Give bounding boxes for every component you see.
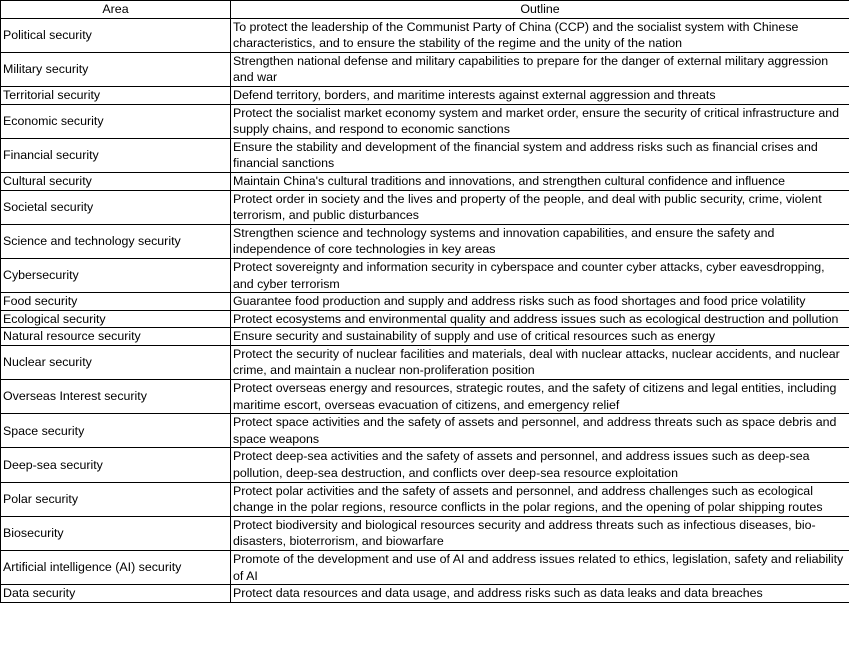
area-cell: Natural resource security [1, 328, 231, 346]
table-row [1, 293, 849, 311]
outline-cell: Maintain China's cultural traditions and innovations, and strengthen cultural confidence and influence [231, 172, 849, 190]
table-row [1, 482, 849, 516]
table-row [1, 414, 849, 448]
outline-cell: Protect the socialist market economy system and market order, ensure the security of critical infrastructure and supply chains, and respond to economic sanctions [231, 104, 849, 138]
table-row [1, 190, 849, 224]
table-row [1, 172, 849, 190]
table-row [1, 224, 849, 258]
table-row [1, 585, 849, 603]
area-cell: Nuclear security [1, 345, 231, 379]
outline-cell: Ensure the stability and development of the financial system and address risks such as financial crises and financial sanctions [231, 138, 849, 172]
area-cell: Territorial security [1, 86, 231, 104]
area-cell: Deep-sea security [1, 448, 231, 482]
column-header-area: Area [1, 1, 231, 19]
outline-cell: Protect data resources and data usage, and address risks such as data leaks and data breaches [231, 585, 849, 603]
table-header-row [1, 1, 849, 19]
table-row [1, 52, 849, 86]
table-row [1, 551, 849, 585]
outline-cell: Protect biodiversity and biological resources security and address threats such as infectious diseases, bio-disasters, bioterrorism, and biowarfare [231, 516, 849, 550]
outline-cell: Protect polar activities and the safety of assets and personnel, and address challenges such as ecological change in the polar regions, resource conflicts in the polar regions, and the opening of polar shipping routes [231, 482, 849, 516]
table-row [1, 516, 849, 550]
area-cell: Science and technology security [1, 224, 231, 258]
table-row [1, 258, 849, 292]
outline-cell: Protect deep-sea activities and the safety of assets and personnel, and address issues such as deep-sea pollution, deep-sea destruction, and conflicts over deep-sea resource exploitation [231, 448, 849, 482]
table-row [1, 310, 849, 328]
area-cell: Food security [1, 293, 231, 311]
outline-cell: Ensure security and sustainability of supply and use of critical resources such as energy [231, 328, 849, 346]
area-cell: Societal security [1, 190, 231, 224]
area-cell: Cybersecurity [1, 258, 231, 292]
outline-cell: Protect sovereignty and information security in cyberspace and counter cyber attacks, cyber eavesdropping, and cyber terrorism [231, 258, 849, 292]
area-cell: Space security [1, 414, 231, 448]
table-row [1, 328, 849, 346]
area-cell: Economic security [1, 104, 231, 138]
outline-cell: Protect the security of nuclear facilities and materials, deal with nuclear attacks, nuclear accidents, and nuclear crime, and maintain a nuclear non-proliferation position [231, 345, 849, 379]
outline-cell: Protect ecosystems and environmental quality and address issues such as ecological destruction and pollution [231, 310, 849, 328]
table-row [1, 345, 849, 379]
area-cell: Data security [1, 585, 231, 603]
table-body [1, 18, 849, 602]
area-cell: Polar security [1, 482, 231, 516]
area-cell: Cultural security [1, 172, 231, 190]
outline-cell: Promote of the development and use of AI and address issues related to ethics, legislation, safety and reliability of AI [231, 551, 849, 585]
area-cell: Biosecurity [1, 516, 231, 550]
area-cell: Ecological security [1, 310, 231, 328]
outline-cell: Guarantee food production and supply and address risks such as food shortages and food price volatility [231, 293, 849, 311]
area-cell: Financial security [1, 138, 231, 172]
outline-cell: Strengthen science and technology systems and innovation capabilities, and ensure the safety and independence of core technologies in key areas [231, 224, 849, 258]
outline-cell: Protect space activities and the safety of assets and personnel, and address threats such as space debris and space weapons [231, 414, 849, 448]
table-row [1, 380, 849, 414]
outline-cell: Protect order in society and the lives and property of the people, and deal with public security, crime, violent terrorism, and public disturbances [231, 190, 849, 224]
outline-cell: To protect the leadership of the Communist Party of China (CCP) and the socialist system with Chinese characteristics, and to ensure the stability of the regime and the unity of the nation [231, 18, 849, 52]
area-cell: Political security [1, 18, 231, 52]
table-row [1, 86, 849, 104]
table-row [1, 448, 849, 482]
outline-cell: Strengthen national defense and military capabilities to prepare for the danger of external military aggression and war [231, 52, 849, 86]
area-cell: Military security [1, 52, 231, 86]
outline-cell: Protect overseas energy and resources, strategic routes, and the safety of citizens and legal entities, including maritime escort, overseas evacuation of citizens, and emergency relief [231, 380, 849, 414]
area-cell: Artificial intelligence (AI) security [1, 551, 231, 585]
table-row [1, 104, 849, 138]
table-row [1, 18, 849, 52]
outline-cell: Defend territory, borders, and maritime interests against external aggression and threats [231, 86, 849, 104]
table-row [1, 138, 849, 172]
area-cell: Overseas Interest security [1, 380, 231, 414]
column-header-outline: Outline [231, 1, 849, 19]
